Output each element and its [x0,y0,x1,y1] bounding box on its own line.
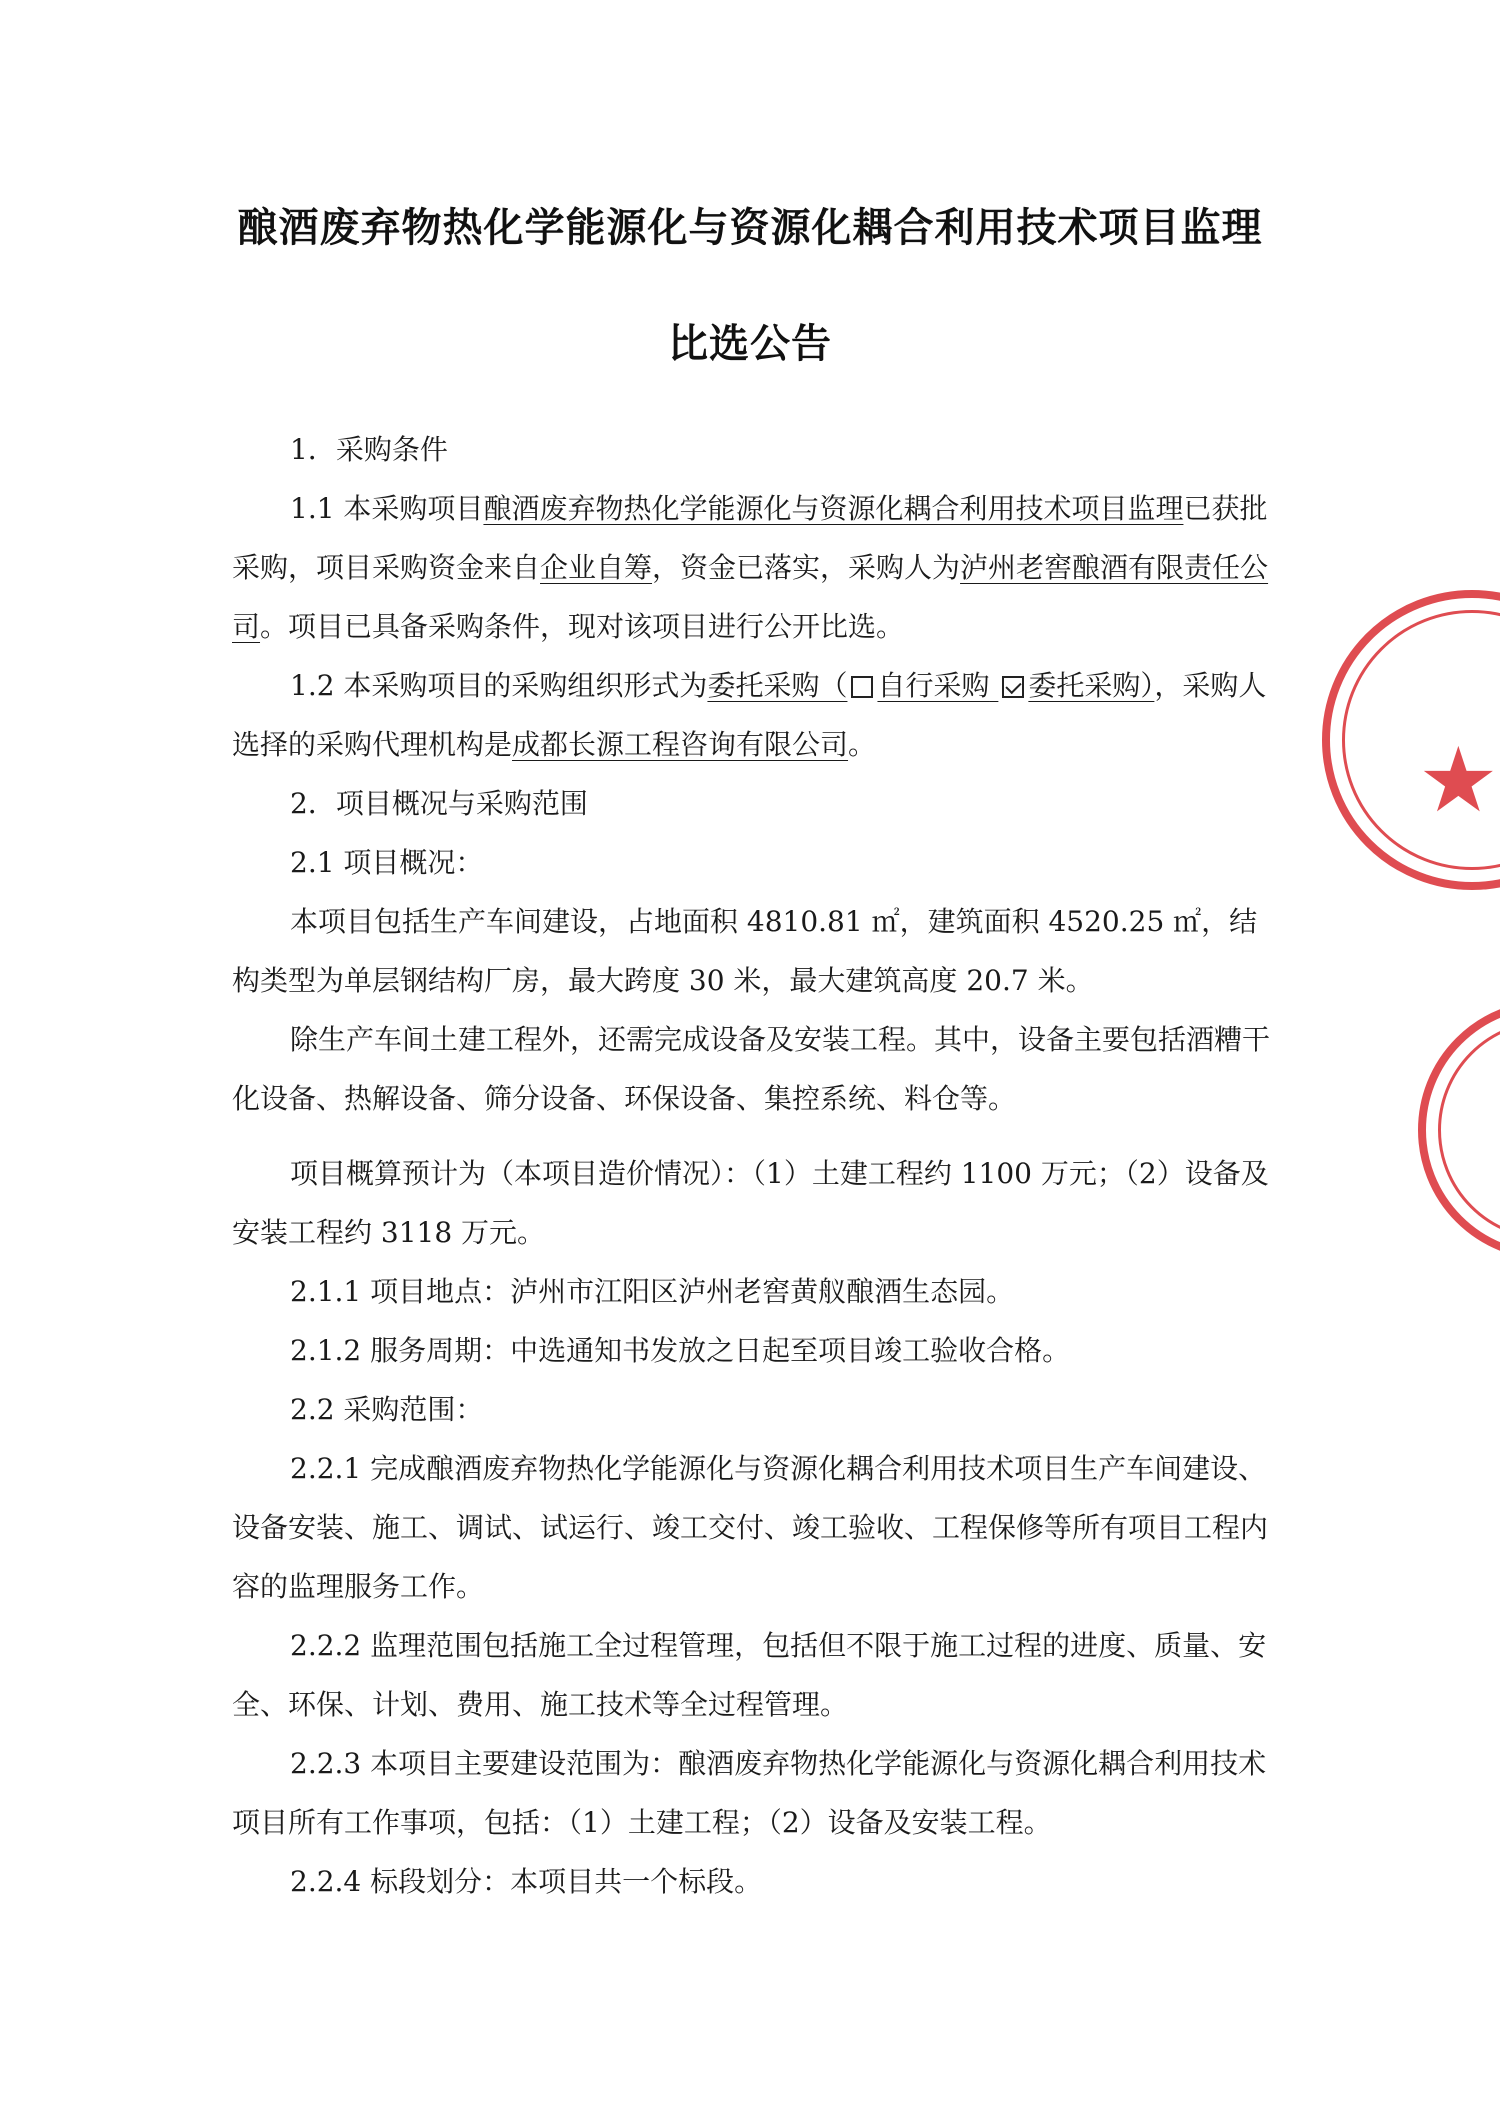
star-icon: ★ [1418,728,1499,833]
paragraph-1-1 [232,479,1284,656]
document-body [232,420,1284,1911]
seal-inner-ring [1438,1020,1500,1240]
unchecked-checkbox-icon [851,676,873,698]
purchaser-name: 泸州老窖酿酒有限责任公司 [232,551,1269,643]
section-heading-1: 1．采购条件 [290,433,448,466]
text-span: ，采购人选择的采购代理机构是 [232,669,1267,761]
option-entrusted-procurement: 委托采购） [1028,669,1155,702]
section-heading-2: 2．项目概况与采购范围 [290,787,588,820]
agent-name: 成都长源工程咨询有限公司 [512,728,849,761]
subsection-heading-2-2: 2.2 采购范围： [290,1393,484,1426]
text-span: 委托采购（ [707,669,848,702]
text-span: ，资金已落实，采购人为 [652,551,961,584]
text-span: 。 [848,728,877,761]
procurement-form [707,669,1154,702]
option-self-procurement: 自行采购 [877,669,990,702]
document-title-line1: 酿酒废弃物热化学能源化与资源化耦合利用技术项目监理 [237,205,1263,251]
company-seal-stamp [1322,590,1500,890]
checked-checkbox-icon [1002,676,1024,698]
paragraph-1-2 [232,656,1284,774]
text-span: 。项目已具备采购条件，现对该项目进行公开比选。 [260,610,905,643]
paragraph-budget: 项目概算预计为（本项目造价情况）：（1）土建工程约 1100 万元；（2）设备及安装工程约 3118 万元。 [232,1157,1269,1249]
fund-source: 企业自筹 [540,551,653,584]
paragraph-2-2-1: 2.2.1 完成酿酒废弃物热化学能源化与资源化耦合利用技术项目生产车间建设、设备安装、施工、调试、试运行、竣工交付、竣工验收、工程保修等所有项目工程内容的监理服务工作。 [232,1452,1269,1603]
subsection-heading-2-1: 2.1 项目概况： [290,846,484,879]
paragraph-location: 2.1.1 项目地点：泸州市江阳区泸州老窖黄舣酿酒生态园。 [290,1275,1015,1308]
text-span: 1.1 本采购项目 [290,492,484,525]
paragraph-2-2-4: 2.2.4 标段划分：本项目共一个标段。 [290,1865,763,1898]
text-span: 已获批采购，项目采购资金来自 [232,492,1268,584]
paragraph-service-period: 2.1.2 服务周期：中选通知书发放之日起至项目竣工验收合格。 [290,1334,1071,1367]
paragraph-2-2-3: 2.2.3 本项目主要建设范围为：酿酒废弃物热化学能源化与资源化耦合利用技术项目所有工作事项，包括：（1）土建工程；（2）设备及安装工程。 [232,1747,1267,1839]
text-span: 1.2 本采购项目的采购组织形式为 [290,669,708,702]
project-name: 酿酒废弃物热化学能源化与资源化耦合利用技术项目监理 [483,492,1184,525]
paragraph-2-2-2: 2.2.2 监理范围包括施工全过程管理，包括但不限于施工过程的进度、质量、安全、环保、计划、费用、施工技术等全过程管理。 [232,1629,1267,1721]
paragraph-overview-2: 除生产车间土建工程外，还需完成设备及安装工程。其中，设备主要包括酒糟干化设备、热解设备、筛分设备、环保设备、集控系统、料仓等。 [232,1023,1271,1115]
document-title-line2: 比选公告 [668,321,832,367]
purchaser-seal-stamp [1418,1000,1500,1260]
paragraph-overview-1: 本项目包括生产车间建设，占地面积 4810.81 ㎡，建筑面积 4520.25 ㎡，结构类型为单层钢结构厂房，最大跨度 30 米，最大建筑高度 20.7 米。 [232,905,1258,997]
